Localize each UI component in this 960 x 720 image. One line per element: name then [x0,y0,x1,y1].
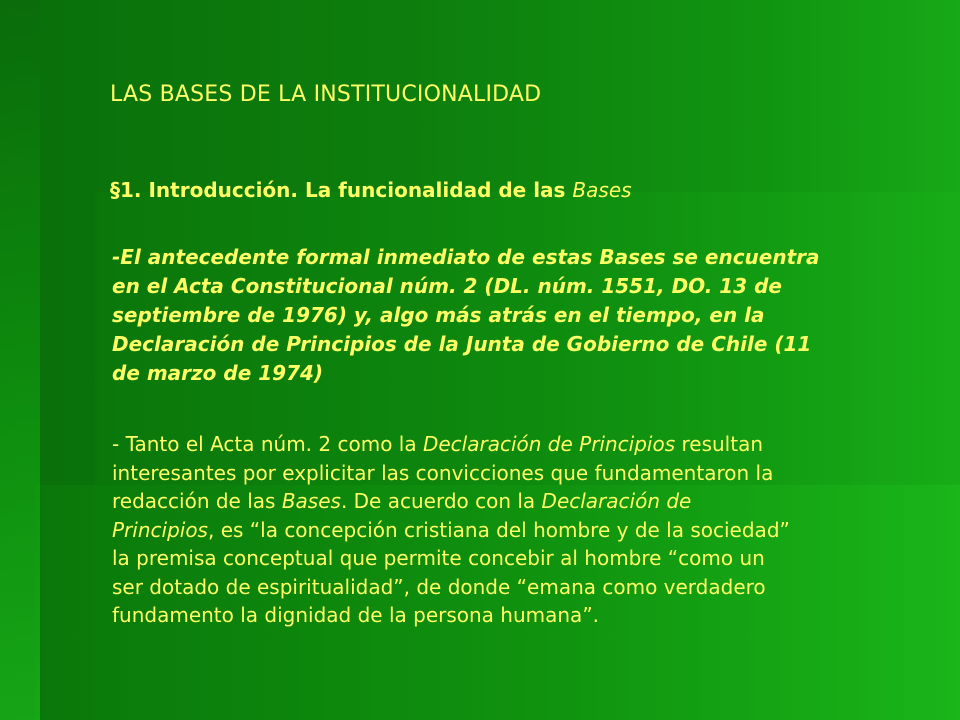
paragraph-line: interesantes por explicitar las convicciones que fundamentaron la [112,460,774,485]
paragraph-line: fundamento la dignidad de la persona humana”. [112,603,600,627]
paragraph-line: Declaración de Principios de la Junta de Gobierno de Chile (11 [112,332,812,356]
paragraph-line: en el Acta Constitucional núm. 2 (DL. núm. 1551, DO. 13 de [112,274,782,298]
text-span: - Tanto el Acta núm. 2 como la [112,432,423,456]
section-heading-italic: Bases [572,178,632,202]
section-heading-text: §1. Introducción. La funcionalidad de las [110,178,566,202]
paragraph-antecedente [112,243,952,388]
paragraph-line [112,487,952,516]
paragraph-line: -El antecedente formal inmediato de estas Bases se encuentra [112,245,820,269]
text-span: , es “la concepción cristiana del hombre y de la sociedad” [207,517,790,542]
paragraph-line [112,516,952,545]
paragraph-line: de marzo de 1974) [112,361,324,385]
slide-title: LAS BASES DE LA INSTITUCIONALIDAD [110,82,542,107]
italic-span: Declaración de [541,489,692,513]
background-left-strip [0,0,40,720]
paragraph-line [112,430,952,459]
text-span: resultan [675,432,763,456]
text-span: . De acuerdo con la [340,489,542,513]
italic-span: Principios [112,517,208,542]
section-heading [110,178,632,202]
paragraph-line: septiembre de 1976) y, algo más atrás en el tiempo, en la [112,303,765,327]
text-span: redacción de las [112,489,282,513]
italic-span: Bases [281,489,341,513]
italic-span: Declaración de Principios [422,432,676,456]
paragraph-line: la premisa conceptual que permite concebir al hombre “como un [112,546,765,570]
paragraph-acta [112,430,952,630]
paragraph-line: ser dotado de espiritualidad”, de donde “emana como verdadero [112,574,766,599]
